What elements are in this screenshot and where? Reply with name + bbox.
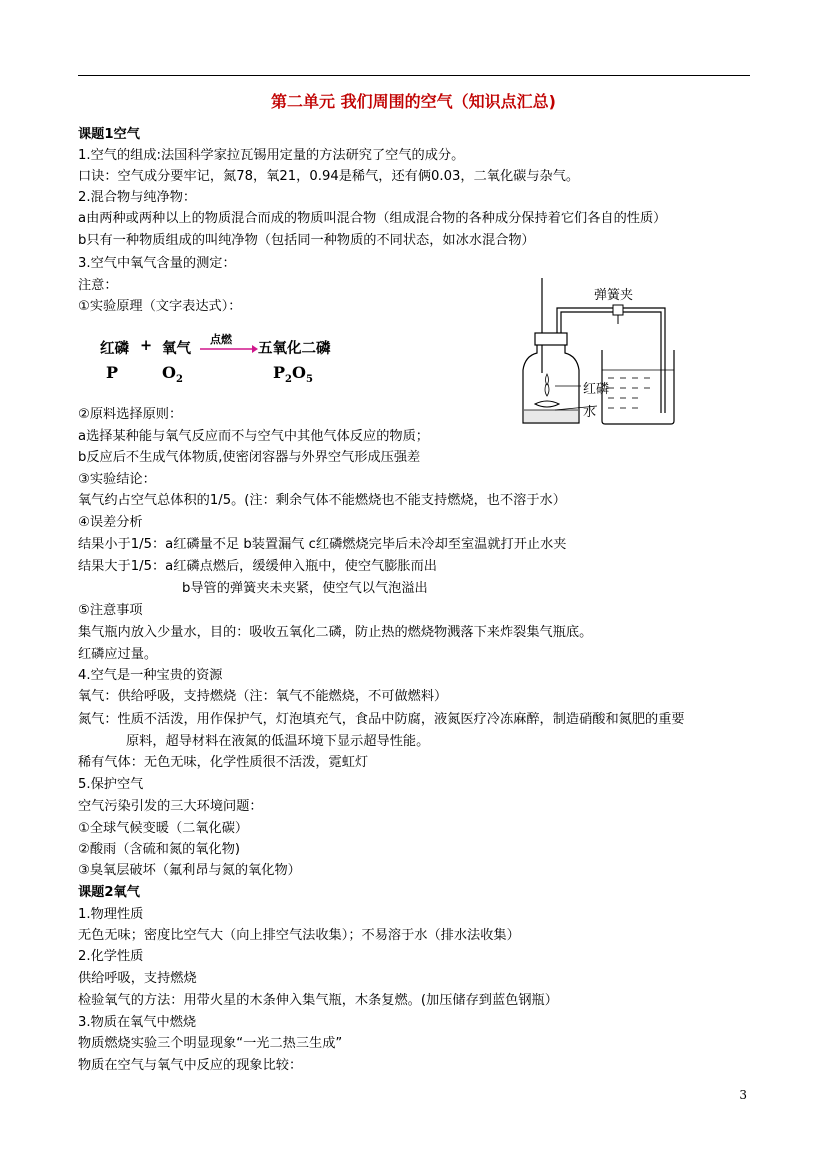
text-line: ③臭氧层破坏（氟利昂与氮的氧化物）	[78, 863, 301, 878]
plus-sign: +	[140, 337, 153, 354]
text-line: 红磷应过量。	[78, 647, 158, 662]
clamp-label: 弹簧夹	[594, 288, 634, 303]
header-rule	[78, 75, 750, 76]
page-number: 3	[739, 1088, 747, 1102]
text-line: ⑤注意事项	[78, 603, 143, 618]
text-line: a由两种或两种以上的物质混合而成的物质叫混合物（组成混合物的各种成分保持着它们各自的性质）	[78, 211, 667, 226]
text-line: b只有一种物质组成的叫纯净物（包括同一种物质的不同状态，如冰水混合物）	[78, 233, 535, 248]
text-line: ②酸雨（含硫和氮的氧化物)	[78, 842, 241, 857]
text-line: 集气瓶内放入少量水，目的：吸收五氧化二磷，防止热的燃烧物溅落下来炸裂集气瓶底。	[78, 625, 593, 640]
text-line: 注意：	[78, 278, 118, 293]
formula-p2o5: $P_2O_5$	[273, 363, 313, 386]
reactant-2-name: 氧气	[162, 340, 191, 357]
section-heading: 课题2氧气	[78, 885, 140, 900]
text-line: 物质在空气与氧气中反应的现象比较：	[78, 1058, 303, 1073]
text-line: 5.保护空气	[78, 777, 144, 792]
text-line: 4.空气是一种宝贵的资源	[78, 668, 223, 683]
text-line: 稀有气体：无色无味，化学性质很不活泼，霓虹灯	[78, 755, 369, 770]
text-line: 无色无味；密度比空气大（向上排空气法收集）；不易溶于水（排水法收集）	[78, 928, 520, 943]
section-heading: 课题1空气	[78, 127, 140, 142]
text-line: 2.化学性质	[78, 949, 144, 964]
text-line: 原料，超导材料在液氮的低温环境下显示超导性能。	[126, 734, 430, 749]
text-line: 氧气约占空气总体积的1/5。(注：剩余气体不能燃烧也不能支持燃烧，也不溶于水）	[78, 493, 566, 508]
text-line: ①全球气候变暖（二氧化碳）	[78, 821, 249, 836]
text-line: b导管的弹簧夹未夹紧，使空气以气泡溢出	[182, 581, 428, 596]
text-line: a选择某种能与氧气反应而不与空气中其他气体反应的物质；	[78, 429, 429, 444]
text-line: 3.物质在氧气中燃烧	[78, 1015, 197, 1030]
text-line: 3.空气中氧气含量的测定：	[78, 256, 236, 271]
text-line: 物质燃烧实验三个明显现象“一光二热三生成”	[78, 1036, 343, 1051]
text-line: ④误差分析	[78, 515, 143, 530]
reaction-condition: 点燃	[210, 333, 232, 346]
text-line: ②原料选择原则：	[78, 407, 183, 422]
text-line: 口诀：空气成分要牢记，氮78，氧21，0.94是稀气，还有俩0.03，二氧化碳与杂气。	[78, 169, 580, 184]
reaction-equation	[100, 333, 360, 389]
formula-p: P	[106, 363, 119, 382]
product-name: 五氧化二磷	[258, 340, 331, 357]
text-line: 1.空气的组成:法国科学家拉瓦锡用定量的方法研究了空气的成分。	[78, 148, 465, 163]
text-line: 1.物理性质	[78, 907, 144, 922]
text-line: 结果大于1/5：a红磷点燃后，缓缓伸入瓶中，使空气膨胀而出	[78, 559, 437, 574]
text-line: 氧气：供给呼吸，支持燃烧（注：氧气不能燃烧，不可做燃料）	[78, 689, 448, 704]
text-line: 空气污染引发的三大环境问题：	[78, 799, 263, 814]
page-title: 第二单元 我们周围的空气（知识点汇总)	[271, 92, 556, 111]
text-line: 结果小于1/5：a红磷量不足 b装置漏气 c红磷燃烧完毕后未冷却至室温就打开止水夹	[78, 537, 567, 552]
text-line: 2.混合物与纯净物：	[78, 190, 197, 205]
text-line: 氮气：性质不活泼，用作保护气，灯泡填充气，食品中防腐，液氮医疗冷冻麻醉，制造硝酸和氮肥的重要	[78, 712, 685, 727]
reaction-arrow-icon	[200, 343, 258, 355]
phosphorus-label: 红磷	[583, 382, 610, 397]
text-line: ③实验结论：	[78, 472, 156, 487]
formula-o2: $O_2$	[162, 363, 183, 386]
text-line: b反应后不生成气体物质,使密闭容器与外界空气形成压强差	[78, 450, 421, 465]
text-line: 检验氧气的方法：用带火星的木条伸入集气瓶，木条复燃。(加压储存到蓝色钢瓶）	[78, 993, 558, 1008]
text-line: ①实验原理（文字表达式）：	[78, 299, 242, 314]
water-label: 水	[583, 405, 597, 420]
text-line: 供给呼吸，支持燃烧	[78, 971, 197, 986]
reactant-1-name: 红磷	[100, 340, 129, 357]
